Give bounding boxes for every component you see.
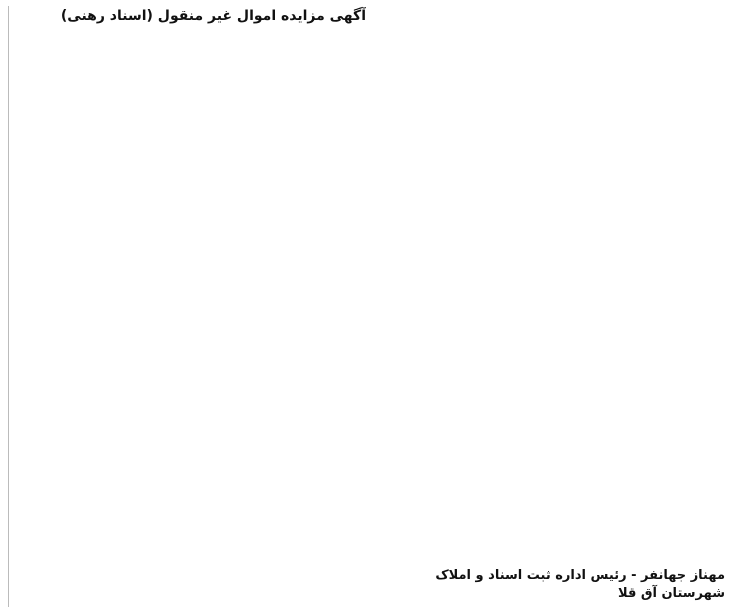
- notice-column-right: [8, 6, 366, 607]
- signature-block: [376, 567, 725, 603]
- notice-title: آگهی مزایده اموال غیر منقول (اسناد رهنی): [60, 8, 366, 24]
- signatory: مهناز جهانفر - رئیس اداره ثبت اسناد و املاک شهرستان آق قلا: [435, 568, 725, 601]
- notice-column-left: [376, 6, 725, 607]
